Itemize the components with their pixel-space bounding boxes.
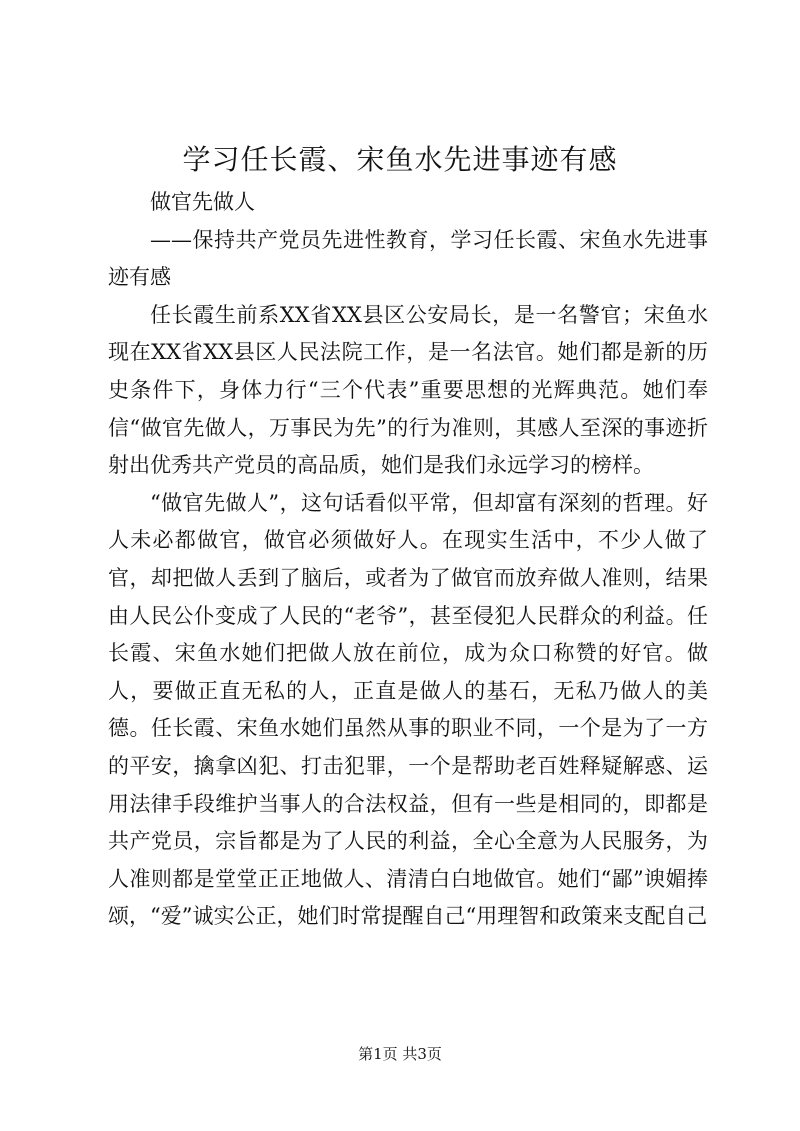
document-body xyxy=(108,184,708,936)
page-number-footer: 第1页 共3页 xyxy=(358,1045,442,1063)
subtitle-paragraph: 做官先做人 xyxy=(150,190,255,214)
document-title: 学习任长霞、宋鱼水先进事迹有感 xyxy=(182,143,618,176)
subheading-paragraph: ——保持共产党员先进性教育，学习任长霞、宋鱼水先进事迹有感 xyxy=(108,227,708,290)
body-paragraph: “做官先做人”，这句话看似平常，但却富有深刻的哲理。好人未必都做官，做官必须做好人。在现实生活中，不少人做了官，却把做人丢到了脑后，或者为了做官而放弃做人准则，结果由人民公仆变成了人民的“老爷”，甚至侵犯人民群众的利益。任长霞、宋鱼水她们把做人放在前位，成为众口称赞的好官。做人，要做正直无私的人，正直是做人的基石，无私乃做人的美德。任长霞、宋鱼水她们虽然从事的职业不同，一个是为了一方的平安，擒拿凶犯、打击犯罪，一个是帮助老百姓释疑解惑、运用法律手段维护当事人的合法权益，但有一些是相同的，即都是共产党员，宗旨都是为了人民的利益，全心全意为人民服务，为人准则都是堂堂正正地做人、清清白白地做官。她们“鄙”谀媚捧颂，“爱”诚实公正，她们时常提醒自己“用理智和政策来支配自己 xyxy=(108,490,708,929)
body-paragraph: 任长霞生前系XX省XX县区公安局长，是一名警官；宋鱼水现在XX省XX县区人民法院工作，是一名法官。她们都是新的历史条件下，身体力行“三个代表”重要思想的光辉典范。她们奉信“做官先做人，万事民为先”的行为准则，其感人至深的事迹折射出优秀共产党员的高品质，她们是我们永远学习的榜样。 xyxy=(108,302,708,478)
